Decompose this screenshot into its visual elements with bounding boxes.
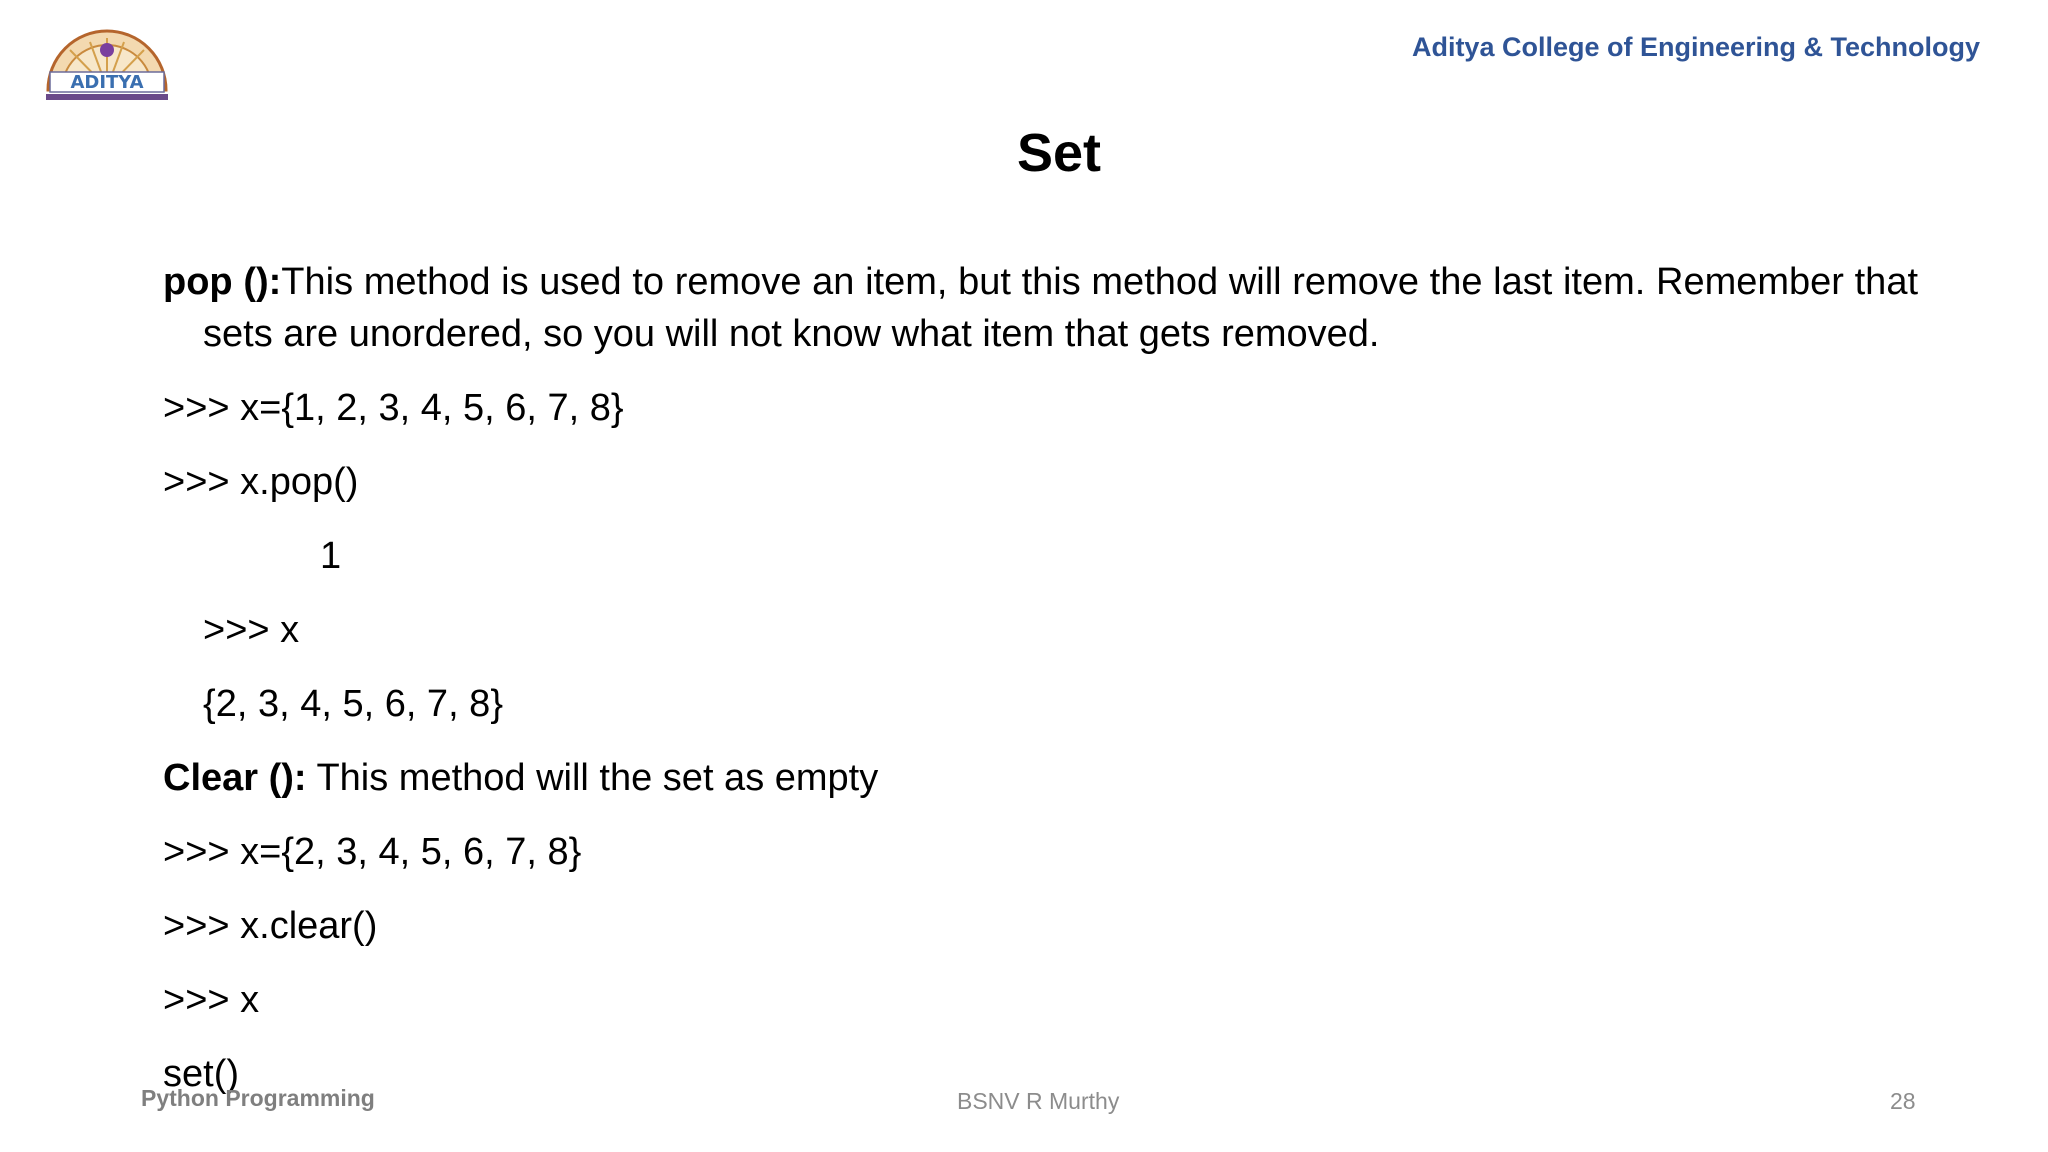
code-output: set() (163, 1053, 239, 1095)
pop-description: This method is used to remove an item, but this method will remove the last item. Remember that sets are unordered, so you will not know what item that gets removed. (203, 261, 1919, 355)
clear-paragraph (163, 752, 878, 804)
code-line: >>> x={2, 3, 4, 5, 6, 7, 8} (163, 831, 582, 873)
slide-title: Set (1016, 123, 1102, 183)
college-name: Aditya College of Engineering & Technology (1411, 32, 1980, 62)
slide-content (163, 256, 1919, 1095)
college-logo (40, 20, 174, 104)
code-line: >>> x (163, 979, 260, 1021)
code-line: >>> x (203, 609, 300, 651)
clear-heading: Clear (): (163, 757, 307, 799)
college-emblem-icon (40, 20, 174, 104)
code-output: 1 (320, 535, 342, 577)
footer-course: Python Programming (141, 1085, 375, 1111)
clear-description: This method will the set as empty (306, 757, 879, 799)
page-number: 28 (1890, 1088, 1916, 1114)
pop-paragraph (163, 256, 1918, 360)
code-line: >>> x.pop() (163, 461, 359, 503)
footer-author: BSNV R Murthy (957, 1088, 1120, 1114)
pop-heading: pop (): (163, 261, 282, 303)
svg-text:ADITYA: ADITYA (70, 72, 144, 93)
code-line: >>> x={1, 2, 3, 4, 5, 6, 7, 8} (163, 387, 624, 429)
code-output: {2, 3, 4, 5, 6, 7, 8} (203, 683, 504, 725)
code-line: >>> x.clear() (163, 905, 378, 947)
